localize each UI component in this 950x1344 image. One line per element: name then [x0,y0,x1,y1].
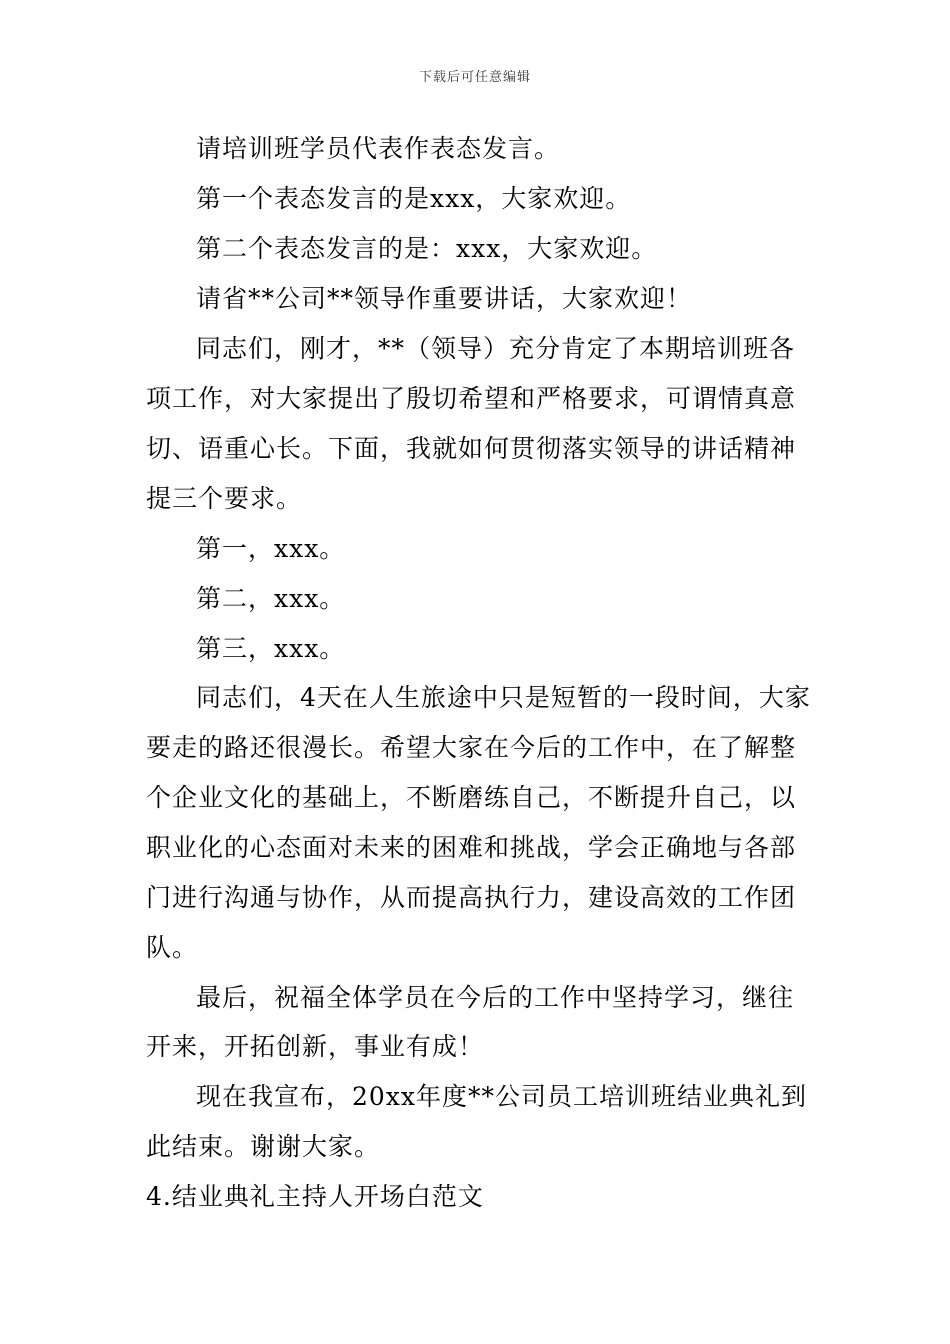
text-line: 第一，xxx。 [196,534,346,563]
text-line: 最后，祝福全体学员在今后的工作中坚持学习，继往 [196,983,795,1012]
section-heading: 4.结业典礼主持人开场白范文 [146,1182,484,1211]
text-line: 第二个表态发言的是：xxx，大家欢迎。 [196,234,658,263]
text-line: 请培训班学员代表作表态发言。 [196,134,561,163]
text-line: 第一个表态发言的是xxx，大家欢迎。 [196,184,632,213]
text-line: 第二，xxx。 [196,584,346,613]
text-line: 提三个要求。 [146,484,303,513]
text-line: 职业化的心态面对未来的困难和挑战，学会正确地与各部 [146,833,797,862]
text-line: 请省**公司**领导作重要讲话，大家欢迎！ [196,284,693,313]
text-line: 队。 [146,933,199,962]
text-line: 同志们，4天在人生旅途中只是短暂的一段时间，大家 [196,683,811,712]
text-line: 现在我宣布，20xx年度**公司员工培训班结业典礼到 [196,1082,808,1111]
text-line: 第三，xxx。 [196,634,346,663]
text-line: 门进行沟通与协作，从而提高执行力，建设高效的工作团 [146,883,797,912]
text-line: 同志们，刚才，**（领导）充分肯定了本期培训班各 [196,334,796,363]
text-line: 项工作，对大家提出了殷切希望和严格要求，可谓情真意 [146,384,797,413]
text-line: 此结束。谢谢大家。 [146,1132,381,1161]
text-line: 开来，开拓创新，事业有成！ [146,1032,485,1061]
text-line: 要走的路还很漫长。希望大家在今后的工作中，在了解整 [146,733,797,762]
page-header: 下载后可任意编辑 [418,70,531,85]
text-line: 切、语重心长。下面，我就如何贯彻落实领导的讲话精神 [146,434,797,463]
text-line: 个企业文化的基础上，不断磨练自己，不断提升自己，以 [146,783,797,812]
